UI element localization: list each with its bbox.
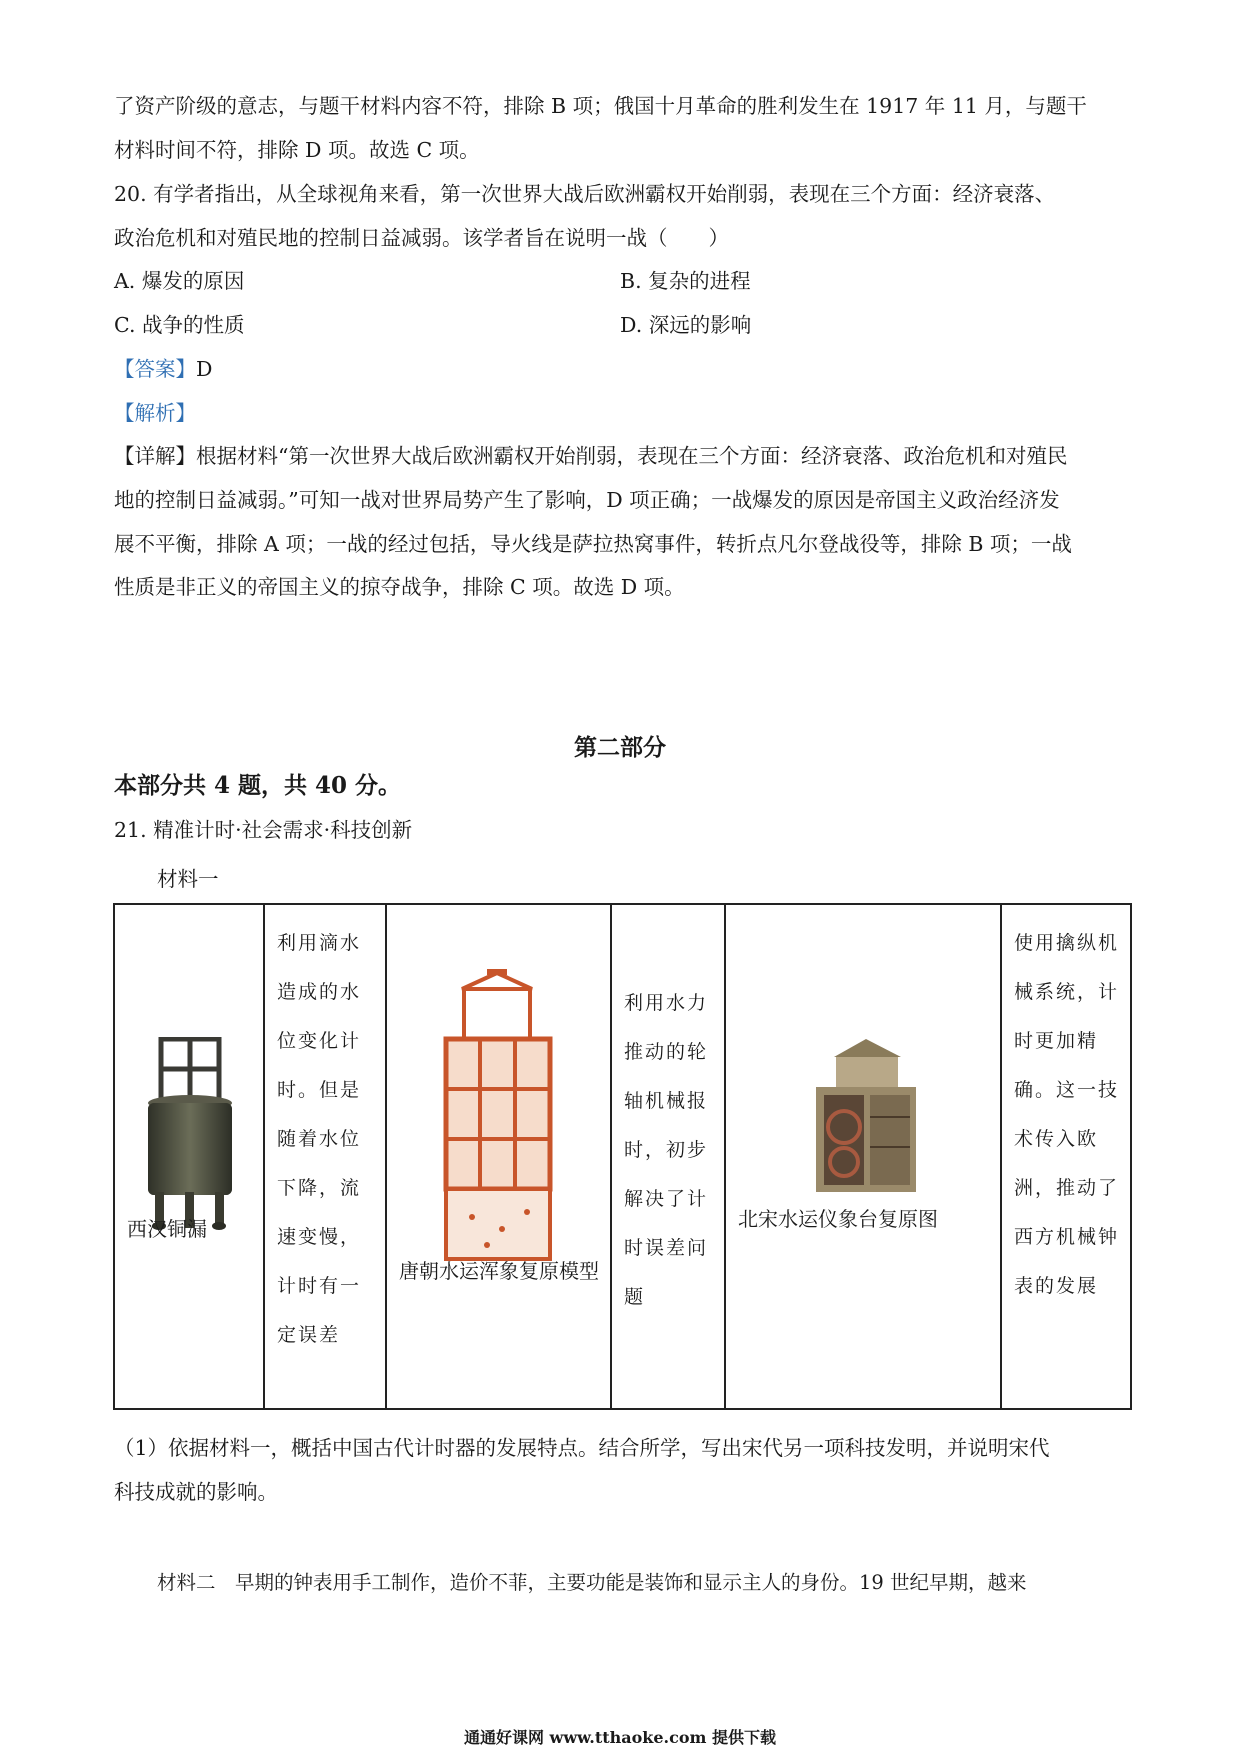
material-1-label: 材料一 — [157, 867, 219, 891]
paragraph-line: 材料时间不符，排除 D 项。故选 C 项。 — [114, 138, 480, 162]
paragraph-line: 了资产阶级的意志，与题干材料内容不符，排除 B 项；俄国十月革命的胜利发生在 1917 年 11 月，与题干 — [114, 94, 1087, 118]
table-cell-text-3 — [1001, 904, 1131, 1409]
caption-bronze-clepsydra: 西汉铜漏 — [127, 1217, 207, 1241]
cell-description: 利用滴水造成的水位变化计时。但是随着水位下降，流速变慢，计时有一定误差 — [277, 932, 362, 1346]
option-c: C. 战争的性质 — [114, 313, 245, 337]
part-subtitle: 本部分共 4 题，共 40 分。 — [114, 772, 402, 799]
detail-line: 【详解】根据材料“第一次世界大战后欧洲霸权开始削弱，表现在三个方面：经济衰落、政治危机和对殖民 — [114, 444, 1068, 468]
option-b: B. 复杂的进程 — [620, 269, 751, 293]
footer-watermark: 通通好课网 www.tthaoke.com 提供下载 — [463, 1728, 777, 1747]
song-astronomical-tower-image — [806, 1037, 921, 1201]
option-d: D. 深远的影响 — [620, 313, 752, 337]
answer-value: D — [196, 357, 213, 381]
part-title: 第二部分 — [574, 734, 666, 761]
question-20-stem: 政治危机和对殖民地的控制日益减弱。该学者旨在说明一战（ ） — [114, 226, 729, 250]
material-2-line: 材料二 早期的钟表用手工制作，造价不菲，主要功能是装饰和显示主人的身份。19 世纪早期，越来 — [157, 1571, 1027, 1594]
table-cell-text-2 — [611, 904, 725, 1409]
table-cell-bronze-clepsydra — [114, 904, 264, 1409]
table-cell-song-tower — [725, 904, 1001, 1409]
table-cell-text-1 — [264, 904, 386, 1409]
answer-tag: 【答案】 — [114, 357, 196, 381]
caption-tang-model: 唐朝水运浑象复原模型 — [399, 1259, 599, 1283]
analysis-tag: 【解析】 — [114, 401, 196, 425]
sub-question-1: 科技成就的影响。 — [114, 1480, 278, 1504]
caption-song-tower: 北宋水运仪象台复原图 — [738, 1207, 938, 1231]
detail-line: 展不平衡，排除 A 项；一战的经过包括，导火线是萨拉热窝事件，转折点凡尔登战役等，排除 B 项；一战 — [114, 532, 1072, 556]
material-table — [113, 903, 1132, 1410]
question-20-stem: 20. 有学者指出，从全球视角来看，第一次世界大战后欧洲霸权开始削弱，表现在三个方面：经济衰落、 — [114, 182, 1056, 206]
detail-line: 性质是非正义的帝国主义的掠夺战争，排除 C 项。故选 D 项。 — [114, 575, 685, 599]
table-cell-tang-model — [386, 904, 611, 1409]
answer-line — [114, 355, 1134, 383]
option-a: A. 爆发的原因 — [114, 269, 245, 293]
sub-question-1: （1）依据材料一，概括中国古代计时器的发展特点。结合所学，写出宋代另一项科技发明，并说明宋代 — [114, 1436, 1050, 1460]
tang-water-armillary-image — [432, 967, 562, 1271]
detail-line: 地的控制日益减弱。”可知一战对世界局势产生了影响，D 项正确；一战爆发的原因是帝国主义政治经济发 — [114, 488, 1060, 512]
analysis-line — [114, 399, 1134, 427]
question-21-heading: 21. 精准计时·社会需求·科技创新 — [114, 818, 413, 842]
cell-description: 利用水力推动的轮轴机械报时，初步解决了计时误差问题 — [624, 992, 709, 1308]
cell-description: 使用擒纵机械系统，计时更加精确。这一技术传入欧洲，推动了西方机械钟表的发展 — [1014, 932, 1120, 1297]
